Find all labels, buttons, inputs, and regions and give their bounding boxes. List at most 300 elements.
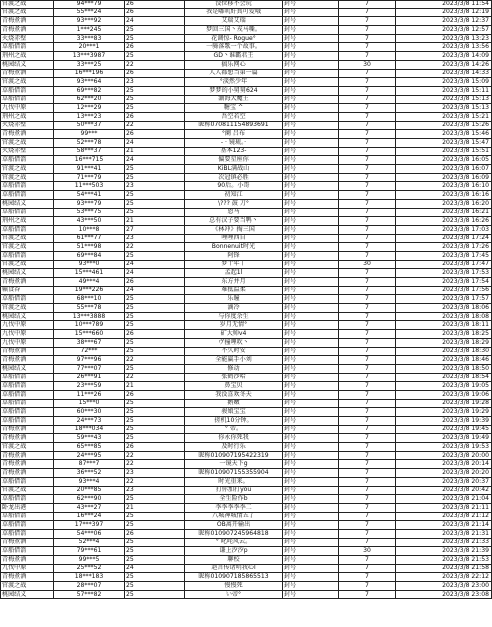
- nickname-cell: 张鹤沙哈: [185, 374, 283, 382]
- table-row: [0, 330, 492, 339]
- player-id-cell: 93***4: [54, 478, 125, 486]
- server-cell: 草船借箭: [0, 295, 54, 303]
- nickname-cell: \??? 鼓 刀°: [185, 200, 283, 208]
- table-row: [0, 591, 492, 600]
- time-cell: 2023/3/8 17:57: [396, 295, 492, 303]
- days-cell: 7: [339, 495, 396, 503]
- level-cell: 25: [125, 252, 185, 260]
- server-cell: 草船借箭: [0, 478, 54, 486]
- days-cell: 7: [339, 252, 396, 260]
- player-id-cell: 99***5: [54, 556, 125, 564]
- nickname-cell: 潮海大魔王: [185, 96, 283, 104]
- server-cell: 官渡之战: [0, 139, 54, 147]
- level-cell: 26: [125, 330, 185, 338]
- level-cell: 21: [125, 382, 185, 390]
- time-cell: 2023/3/8 17:54: [396, 278, 492, 286]
- table-row: [0, 35, 492, 44]
- level-cell: 25: [125, 365, 185, 373]
- level-cell: 22: [125, 374, 185, 382]
- table-row: [0, 469, 492, 478]
- player-id-cell: 60***30: [54, 408, 125, 416]
- days-cell: 7: [339, 269, 396, 277]
- player-id-cell: 49***4: [54, 278, 125, 286]
- days-cell: 7: [339, 382, 396, 390]
- server-cell: 草船借箭: [0, 191, 54, 199]
- server-cell: 火烧赤壁: [0, 148, 54, 156]
- nickname-cell: 没位移不会玩: [185, 1, 283, 8]
- level-cell: 25: [125, 304, 185, 312]
- player-id-cell: 20***1: [54, 43, 125, 51]
- table-row: [0, 61, 492, 70]
- player-id-cell: 17***397: [54, 521, 125, 529]
- days-cell: 7: [339, 122, 396, 130]
- time-cell: 2023/3/8 19:45: [396, 426, 492, 434]
- days-cell: 30: [339, 547, 396, 555]
- nickname-cell: 次冠镇必胜: [185, 174, 283, 182]
- player-id-cell: 24***73: [54, 417, 125, 425]
- server-cell: 青梅煮酒: [0, 26, 54, 34]
- nickname-cell: °阑 吕布: [185, 130, 283, 138]
- level-cell: 25: [125, 417, 185, 425]
- days-cell: 7: [339, 374, 396, 382]
- server-cell: 官渡之战: [0, 304, 54, 312]
- level-cell: 25: [125, 573, 185, 581]
- nickname-cell: 修动: [185, 365, 283, 373]
- days-cell: 7: [339, 417, 396, 425]
- level-cell: 22: [125, 452, 185, 460]
- level-cell: 25: [125, 400, 185, 408]
- days-cell: 7: [339, 139, 396, 147]
- result-cell: 封号: [283, 261, 339, 269]
- result-cell: 封号: [283, 495, 339, 503]
- player-id-cell: 10***789: [54, 321, 125, 329]
- time-cell: 2023/3/8 18:06: [396, 304, 492, 312]
- table-row: [0, 122, 492, 131]
- level-cell: 25: [125, 321, 185, 329]
- days-cell: 7: [339, 26, 396, 34]
- level-cell: 25: [125, 408, 185, 416]
- player-id-cell: 68***10: [54, 295, 125, 303]
- time-cell: 2023/3/8 18:08: [396, 313, 492, 321]
- nickname-cell: 不久时安: [185, 348, 283, 356]
- result-cell: 封号: [283, 304, 339, 312]
- table-row: [0, 191, 492, 200]
- table-row: [0, 313, 492, 322]
- days-cell: 7: [339, 52, 396, 60]
- server-cell: 官渡之战: [0, 174, 54, 182]
- level-cell: 25: [125, 174, 185, 182]
- nickname-cell: 骏娘宝宝: [185, 408, 283, 416]
- level-cell: 24: [125, 269, 185, 277]
- result-cell: 封号: [283, 17, 339, 25]
- nickname-cell: 梦十年丨: [185, 261, 283, 269]
- server-cell: 官渡之战: [0, 582, 54, 590]
- level-cell: 22: [125, 243, 185, 251]
- server-cell: 桃园结义: [0, 269, 54, 277]
- time-cell: 2023/3/8 15:47: [396, 139, 492, 147]
- result-cell: 封号: [283, 139, 339, 147]
- server-cell: 荆州之战: [0, 113, 54, 121]
- days-cell: 7: [339, 478, 396, 486]
- result-cell: 封号: [283, 191, 339, 199]
- server-cell: 官渡之战: [0, 261, 54, 269]
- table-row: [0, 478, 492, 487]
- result-cell: 封号: [283, 382, 339, 390]
- player-id-cell: 93***64: [54, 78, 125, 86]
- level-cell: 25: [125, 96, 185, 104]
- level-cell: 25: [125, 556, 185, 564]
- time-cell: 2023/3/8 23:08: [396, 591, 492, 599]
- table-row: [0, 26, 492, 35]
- days-cell: 7: [339, 209, 396, 217]
- time-cell: 2023/3/8 22:12: [396, 573, 492, 581]
- table-row: [0, 200, 492, 209]
- level-cell: 25: [125, 35, 185, 43]
- nickname-cell: 搓机10分钟。: [185, 417, 283, 425]
- server-cell: 草船借箭: [0, 226, 54, 234]
- table-row: [0, 504, 492, 513]
- result-cell: 封号: [283, 348, 339, 356]
- server-cell: 草船借箭: [0, 156, 54, 164]
- time-cell: 2023/3/8 18:25: [396, 330, 492, 338]
- player-id-cell: 54***41: [54, 191, 125, 199]
- days-cell: 7: [339, 573, 396, 581]
- nickname-cell: 谦上汐汐p: [185, 547, 283, 555]
- table-row: [0, 374, 492, 383]
- table-row: [0, 287, 492, 296]
- level-cell: 25: [125, 426, 185, 434]
- nickname-cell: 艾瑞艾瑞: [185, 17, 283, 25]
- time-cell: 2023/3/8 21:11: [396, 504, 492, 512]
- nickname-cell: 与你度余生: [185, 313, 283, 321]
- result-cell: 封号: [283, 252, 339, 260]
- server-cell: 草船借箭: [0, 382, 54, 390]
- level-cell: 24: [125, 261, 185, 269]
- result-cell: 封号: [283, 591, 339, 599]
- player-id-cell: 33***25: [54, 61, 125, 69]
- level-cell: 24: [125, 139, 185, 147]
- days-cell: 7: [339, 87, 396, 95]
- player-id-cell: 38***67: [54, 339, 125, 347]
- server-cell: 火烧赤壁: [0, 122, 54, 130]
- result-cell: 封号: [283, 408, 339, 416]
- server-cell: 桃园结义: [0, 591, 54, 599]
- server-cell: 官渡之战: [0, 9, 54, 17]
- nickname-cell: 我是嘟叽好真可爱哦: [185, 9, 283, 17]
- player-id-cell: 50***37: [54, 122, 125, 130]
- table-row: [0, 78, 492, 87]
- days-cell: 7: [339, 356, 396, 364]
- nickname-cell: OB离开输出: [185, 521, 283, 529]
- nickname-cell: い帝°: [185, 591, 283, 599]
- table-row: [0, 339, 492, 348]
- table-row: [0, 539, 492, 548]
- player-id-cell: 1***245: [54, 26, 125, 34]
- server-cell: 桃园结义: [0, 365, 54, 373]
- result-cell: 封号: [283, 460, 339, 468]
- server-cell: 草船借箭: [0, 417, 54, 425]
- server-cell: 青梅煮酒: [0, 452, 54, 460]
- player-id-cell: 58***37: [54, 148, 125, 156]
- result-cell: 封号: [283, 130, 339, 138]
- player-id-cell: 24***95: [54, 452, 125, 460]
- level-cell: 25: [125, 521, 185, 529]
- server-cell: 火烧赤壁: [0, 35, 54, 43]
- server-cell: 青梅煮酒: [0, 17, 54, 25]
- time-cell: 2023/3/8 21:12: [396, 513, 492, 521]
- table-row: [0, 243, 492, 252]
- level-cell: 23: [125, 469, 185, 477]
- days-cell: 7: [339, 339, 396, 347]
- result-cell: 封号: [283, 96, 339, 104]
- days-cell: 7: [339, 426, 396, 434]
- result-cell: 封号: [283, 156, 339, 164]
- player-id-cell: 62***20: [54, 96, 125, 104]
- nickname-cell: 打你加打you: [185, 487, 283, 495]
- level-cell: 25: [125, 513, 185, 521]
- table-row: [0, 582, 492, 591]
- nickname-cell: 及时行乐: [185, 443, 283, 451]
- time-cell: 2023/3/8 19:28: [396, 400, 492, 408]
- level-cell: 25: [125, 295, 185, 303]
- time-cell: 2023/3/8 21:53: [396, 556, 492, 564]
- server-cell: 桃园结义: [0, 61, 54, 69]
- level-cell: 26: [125, 70, 185, 78]
- nickname-cell: 乐瞳: [185, 295, 283, 303]
- player-id-cell: 16***715: [54, 156, 125, 164]
- result-cell: 封号: [283, 200, 339, 208]
- days-cell: 7: [339, 556, 396, 564]
- level-cell: 24: [125, 565, 185, 573]
- player-id-cell: 25***52: [54, 565, 125, 573]
- days-cell: 7: [339, 113, 396, 121]
- time-cell: 2023/3/8 16:26: [396, 217, 492, 225]
- level-cell: 26: [125, 278, 185, 286]
- nickname-cell: 我没喜欢冬天: [185, 391, 283, 399]
- table-row: [0, 391, 492, 400]
- result-cell: 封号: [283, 365, 339, 373]
- player-id-cell: 69***84: [54, 252, 125, 260]
- result-cell: 封号: [283, 426, 339, 434]
- days-cell: 7: [339, 243, 396, 251]
- time-cell: 2023/3/8 20:37: [396, 478, 492, 486]
- nickname-cell: 基本123-: [185, 148, 283, 156]
- time-cell: 2023/3/8 15:46: [396, 130, 492, 138]
- player-id-cell: 87***7: [54, 460, 125, 468]
- level-cell: 25: [125, 209, 185, 217]
- result-cell: 封号: [283, 504, 339, 512]
- days-cell: 7: [339, 469, 396, 477]
- table-row: [0, 43, 492, 52]
- result-cell: 封号: [283, 52, 339, 60]
- nickname-cell: 聊校: [185, 556, 283, 564]
- time-cell: 2023/3/8 20:14: [396, 460, 492, 468]
- result-cell: 封号: [283, 182, 339, 190]
- time-cell: 2023/3/8 17:03: [396, 226, 492, 234]
- level-cell: 26: [125, 530, 185, 538]
- nickname-cell: 八城神城情五了: [185, 513, 283, 521]
- result-cell: 封号: [283, 70, 339, 78]
- days-cell: 7: [339, 35, 396, 43]
- server-cell: 草船借箭: [0, 408, 54, 416]
- time-cell: 2023/3/8 15:26: [396, 122, 492, 130]
- player-id-cell: 93***0: [54, 261, 125, 269]
- time-cell: 2023/3/8 19:05: [396, 382, 492, 390]
- time-cell: 2023/3/8 12:57: [396, 26, 492, 34]
- time-cell: 2023/3/8 12:37: [396, 17, 492, 25]
- player-id-cell: 36***52: [54, 469, 125, 477]
- nickname-cell: 鼻宝贝: [185, 382, 283, 390]
- result-cell: 封号: [283, 434, 339, 442]
- result-cell: 封号: [283, 269, 339, 277]
- server-cell: 草船借箭: [0, 43, 54, 51]
- server-cell: 官渡之战: [0, 1, 54, 8]
- level-cell: 26: [125, 113, 185, 121]
- nickname-cell: Bonnenuit时光: [185, 243, 283, 251]
- table-row: [0, 400, 492, 409]
- player-id-cell: 94***79: [54, 1, 125, 8]
- result-cell: 封号: [283, 339, 339, 347]
- result-cell: 封号: [283, 330, 339, 338]
- nickname-cell: 偏要星座你: [185, 156, 283, 164]
- table-row: [0, 217, 492, 226]
- time-cell: 2023/3/8 12:19: [396, 9, 492, 17]
- days-cell: 7: [339, 460, 396, 468]
- table-row: [0, 356, 492, 365]
- level-cell: 25: [125, 434, 185, 442]
- nickname-cell: 搞乐网心: [185, 61, 283, 69]
- server-cell: 青梅煮酒: [0, 460, 54, 468]
- level-cell: 23: [125, 487, 185, 495]
- player-id-cell: 13***23: [54, 113, 125, 121]
- days-cell: 7: [339, 365, 396, 373]
- time-cell: 2023/3/8 17:56: [396, 287, 492, 295]
- table-row: [0, 295, 492, 304]
- days-cell: 7: [339, 287, 396, 295]
- player-id-cell: 23***59: [54, 382, 125, 390]
- level-cell: 25: [125, 165, 185, 173]
- days-cell: 7: [339, 156, 396, 164]
- result-cell: 封号: [283, 521, 339, 529]
- result-cell: 封号: [283, 209, 339, 217]
- nickname-cell: 东方并月: [185, 278, 283, 286]
- days-cell: 7: [339, 539, 396, 547]
- player-id-cell: 10***8: [54, 226, 125, 234]
- result-cell: 封号: [283, 243, 339, 251]
- level-cell: 26: [125, 443, 185, 451]
- table-row: [0, 495, 492, 504]
- days-cell: 7: [339, 304, 396, 312]
- result-cell: 封号: [283, 391, 339, 399]
- server-cell: 卧龙出港: [0, 504, 54, 512]
- player-id-cell: 43***50: [54, 217, 125, 225]
- level-cell: 22: [125, 356, 185, 364]
- server-cell: 九伐中原: [0, 565, 54, 573]
- table-row: [0, 513, 492, 522]
- level-cell: 25: [125, 348, 185, 356]
- time-cell: 2023/3/8 18:50: [396, 365, 492, 373]
- time-cell: 2023/3/8 16:07: [396, 165, 492, 173]
- player-id-cell: 57***82: [54, 591, 125, 599]
- server-cell: 青梅煮酒: [0, 70, 54, 78]
- server-cell: 青梅煮酒: [0, 556, 54, 564]
- table-row: [0, 443, 492, 452]
- days-cell: 7: [339, 565, 396, 573]
- table-row: [0, 17, 492, 26]
- time-cell: 2023/3/8 19:49: [396, 434, 492, 442]
- nickname-cell: 昵称010907195422319: [185, 452, 283, 460]
- level-cell: 26: [125, 43, 185, 51]
- days-cell: 7: [339, 96, 396, 104]
- player-id-cell: 99***: [54, 130, 125, 138]
- table-row: [0, 209, 492, 218]
- result-cell: 封号: [283, 417, 339, 425]
- level-cell: 22: [125, 478, 185, 486]
- nickname-cell: ヴ撞哩吹丶: [185, 339, 283, 347]
- level-cell: 26: [125, 1, 185, 8]
- table-row: [0, 426, 492, 435]
- time-cell: 2023/3/8 18:11: [396, 321, 492, 329]
- server-cell: 九伐中原: [0, 321, 54, 329]
- result-cell: 封号: [283, 400, 339, 408]
- table-row: [0, 235, 492, 244]
- nickname-cell: 昵称010907155355904: [185, 469, 283, 477]
- server-cell: 官渡之战: [0, 487, 54, 495]
- result-cell: 封号: [283, 565, 339, 573]
- table-row: [0, 96, 492, 105]
- days-cell: 7: [339, 513, 396, 521]
- result-cell: 封号: [283, 174, 339, 182]
- table-row: [0, 521, 492, 530]
- nickname-cell: ° 帝。: [185, 426, 283, 434]
- server-cell: 草船借箭: [0, 252, 54, 260]
- result-cell: 封号: [283, 287, 339, 295]
- server-cell: 官渡之战: [0, 78, 54, 86]
- level-cell: 25: [125, 52, 185, 60]
- server-cell: 草船借箭: [0, 400, 54, 408]
- player-id-cell: 15***660: [54, 330, 125, 338]
- server-cell: 草船借箭: [0, 374, 54, 382]
- level-cell: 25: [125, 547, 185, 555]
- table-row: [0, 547, 492, 556]
- time-cell: 2023/3/8 16:20: [396, 200, 492, 208]
- nickname-cell: 岁月无情°: [185, 321, 283, 329]
- result-cell: 封号: [283, 9, 339, 17]
- player-id-cell: 11***503: [54, 182, 125, 190]
- player-id-cell: 55***78: [54, 304, 125, 312]
- days-cell: 7: [339, 504, 396, 512]
- server-cell: 荆州之战: [0, 52, 54, 60]
- nickname-cell: 时光重来。: [185, 478, 283, 486]
- time-cell: 2023/3/8 16:16: [396, 191, 492, 199]
- nickname-cell: 全生险作b: [185, 495, 283, 503]
- days-cell: 7: [339, 487, 396, 495]
- table-row: [0, 139, 492, 148]
- level-cell: 23: [125, 235, 185, 243]
- player-id-cell: 28***07: [54, 582, 125, 590]
- time-cell: 2023/3/8 15:11: [396, 87, 492, 95]
- result-cell: 封号: [283, 530, 339, 538]
- server-cell: 草船借箭: [0, 391, 54, 399]
- days-cell: 7: [339, 235, 396, 243]
- nickname-cell: 阿锋: [185, 252, 283, 260]
- player-id-cell: 97***96: [54, 356, 125, 364]
- table-row: [0, 321, 492, 330]
- nickname-cell: 昵称010907245964818: [185, 530, 283, 538]
- time-cell: 2023/3/8 17:24: [396, 235, 492, 243]
- level-cell: 25: [125, 339, 185, 347]
- result-cell: 封号: [283, 43, 339, 51]
